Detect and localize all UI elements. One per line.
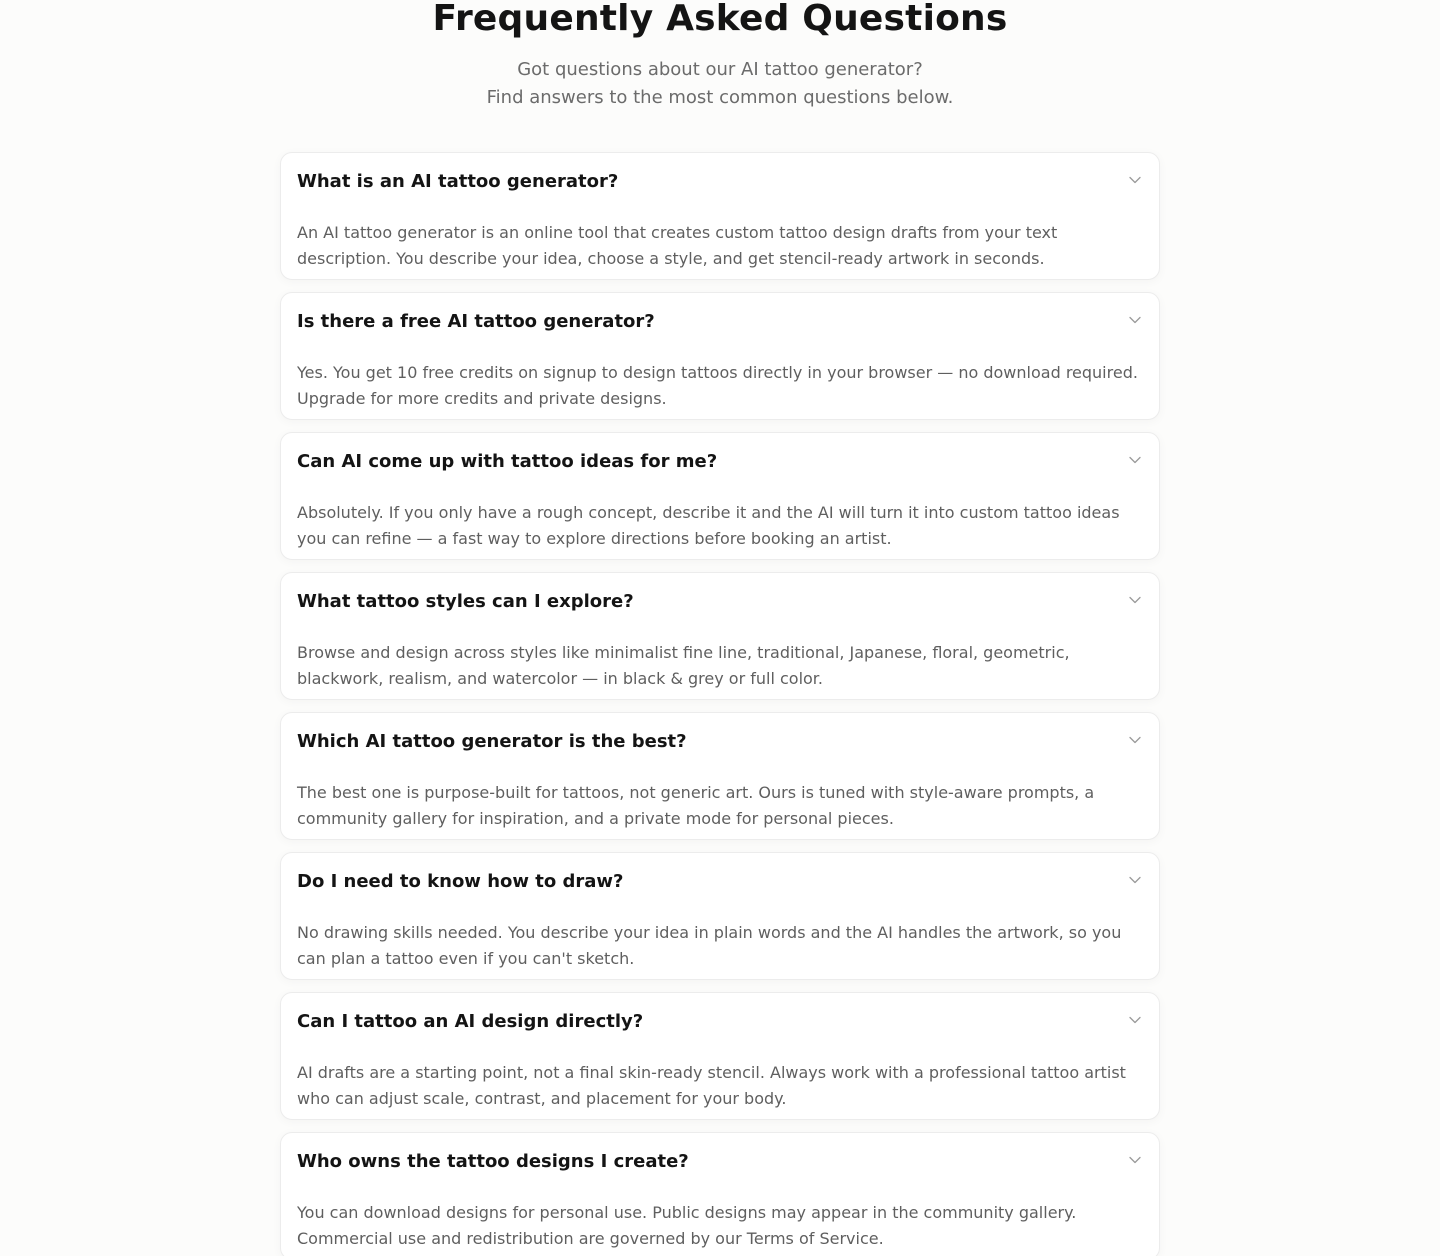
- page-title: Frequently Asked Questions: [432, 0, 1008, 39]
- chevron-down-icon[interactable]: [1129, 1016, 1141, 1024]
- faq-question[interactable]: What tattoo styles can I explore?: [297, 591, 634, 612]
- faq-answer: No drawing skills needed. You describe your idea in plain words and the AI handles the artwork, so you can plan a tattoo even if you can't sketch.: [297, 923, 1122, 968]
- faq-answer: AI drafts are a starting point, not a final skin-ready stencil. Always work with a professional tattoo artist who can adjust scale, contrast, and placement for your body.: [297, 1063, 1126, 1108]
- chevron-down-icon[interactable]: [1129, 316, 1141, 324]
- chevron-down-icon[interactable]: [1129, 176, 1141, 184]
- faq-item[interactable]: [280, 712, 1160, 840]
- faq-item[interactable]: [280, 432, 1160, 560]
- faq-question[interactable]: What is an AI tattoo generator?: [297, 171, 619, 192]
- faq-answer: The best one is purpose-built for tattoos, not generic art. Ours is tuned with style-aware prompts, a community gallery for inspiration, and a private mode for personal pieces.: [297, 783, 1095, 828]
- faq-question[interactable]: Do I need to know how to draw?: [297, 871, 624, 892]
- faq-list: [280, 152, 1160, 1256]
- faq-question[interactable]: Which AI tattoo generator is the best?: [297, 731, 687, 752]
- faq-answer: An AI tattoo generator is an online tool that creates custom tattoo design drafts from your text description. You describe your idea, choose a style, and get stencil-ready artwork in seconds.: [297, 223, 1058, 268]
- faq-question[interactable]: Can I tattoo an AI design directly?: [297, 1011, 644, 1032]
- faq-item[interactable]: [280, 992, 1160, 1120]
- faq-answer: Yes. You get 10 free credits on signup to design tattoos directly in your browser — no download required. Upgrade for more credits and private designs.: [297, 363, 1138, 408]
- faq-question[interactable]: Can AI come up with tattoo ideas for me?: [297, 451, 718, 472]
- subtitle-line-1: Got questions about our AI tattoo generator?: [517, 59, 923, 80]
- faq-answer: You can download designs for personal use. Public designs may appear in the community gallery. Commercial use and redistribution are governed by our Terms of Service.: [297, 1203, 1077, 1248]
- faq-item[interactable]: [280, 852, 1160, 980]
- faq-item[interactable]: [280, 572, 1160, 700]
- faq-answer: Browse and design across styles like minimalist fine line, traditional, Japanese, floral, geometric, blackwork, realism, and watercolor — in black & grey or full color.: [297, 643, 1070, 688]
- page-subtitle: [0, 56, 1440, 112]
- faq-answer: Absolutely. If you only have a rough concept, describe it and the AI will turn it into custom tattoo ideas you can refine — a fast way to explore directions before booking an artist.: [297, 503, 1120, 548]
- chevron-down-icon[interactable]: [1129, 596, 1141, 604]
- faq-item[interactable]: [280, 1132, 1160, 1256]
- faq-question[interactable]: Is there a free AI tattoo generator?: [297, 311, 655, 332]
- chevron-down-icon[interactable]: [1129, 456, 1141, 464]
- chevron-down-icon[interactable]: [1129, 876, 1141, 884]
- faq-item[interactable]: [280, 292, 1160, 420]
- faq-question[interactable]: Who owns the tattoo designs I create?: [297, 1151, 689, 1172]
- chevron-down-icon[interactable]: [1129, 736, 1141, 744]
- chevron-down-icon[interactable]: [1129, 1156, 1141, 1164]
- faq-item[interactable]: [280, 152, 1160, 280]
- subtitle-line-2: Find answers to the most common questions below.: [486, 87, 954, 108]
